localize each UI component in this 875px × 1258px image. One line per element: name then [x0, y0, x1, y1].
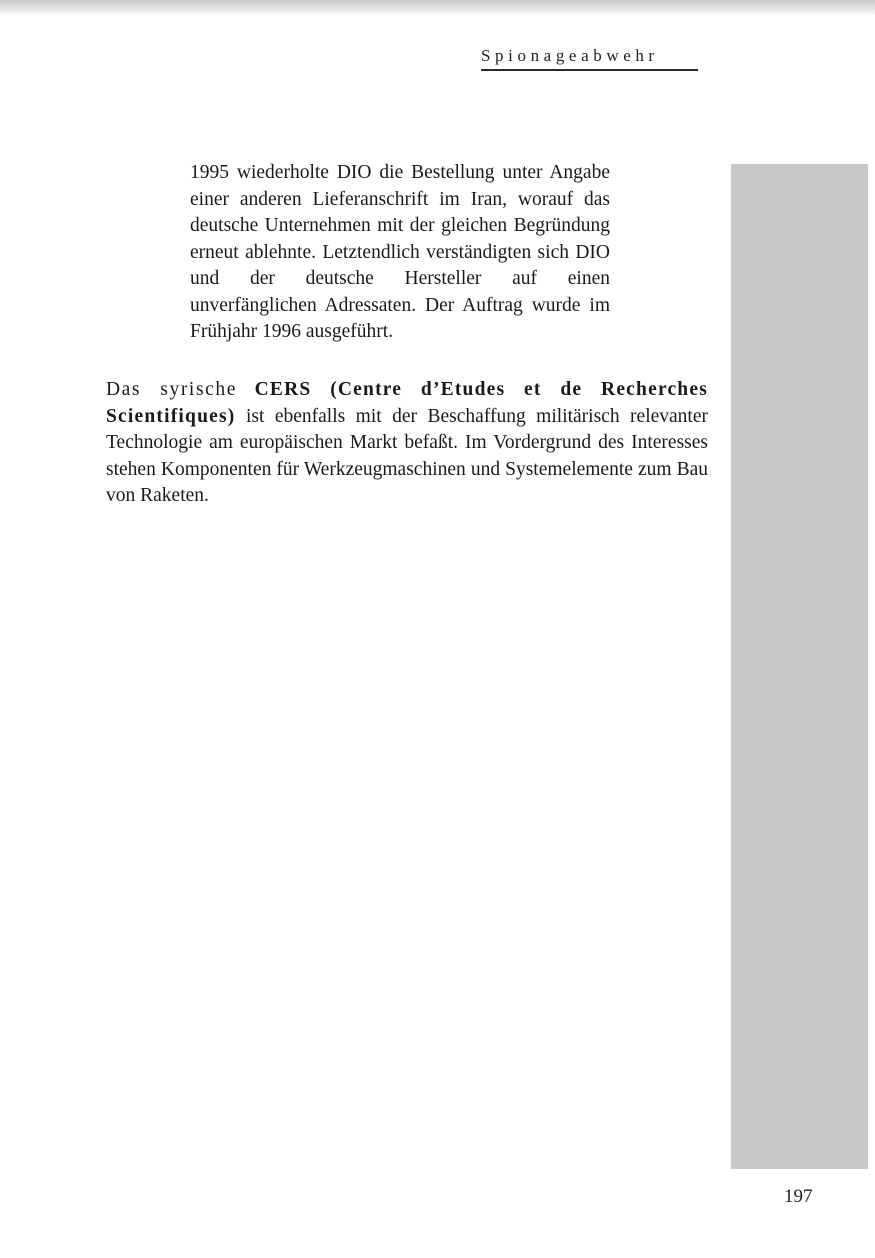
page-number: 197 — [784, 1186, 813, 1207]
paragraph-lead-text: Das syrische — [106, 379, 238, 400]
scan-top-edge — [0, 0, 875, 16]
main-paragraph-block — [106, 377, 708, 510]
running-header: Spionageabwehr — [481, 44, 698, 71]
main-paragraph — [106, 377, 708, 510]
indented-paragraph: 1995 wiederholte DIO die Bestellung unter Angabe einer anderen Lieferanschrift im Iran, worauf das deutsche Unternehmen mit der gleichen Begründung erneut ablehnte. Letztendlich verständigten sich DIO und der deutsche Hersteller auf einen unverfänglichen Adressaten. Der Auftrag wurde im Frühjahr 1996 ausgeführt. — [190, 162, 610, 342]
highlighted-term: CERS (Centre d’Etudes et de Recherches Scientifiques) — [106, 379, 708, 427]
margin-shading — [731, 164, 868, 1169]
indented-paragraph-block — [190, 160, 610, 346]
paragraph-body-text: ist ebenfalls mit der Beschaffung militärisch relevanter Technologie am europäischen Markt befaßt. Im Vordergrund des Interesses stehen Komponenten für Werkzeugmaschinen und Systemelemente zum Bau von Raketen. — [106, 405, 708, 506]
